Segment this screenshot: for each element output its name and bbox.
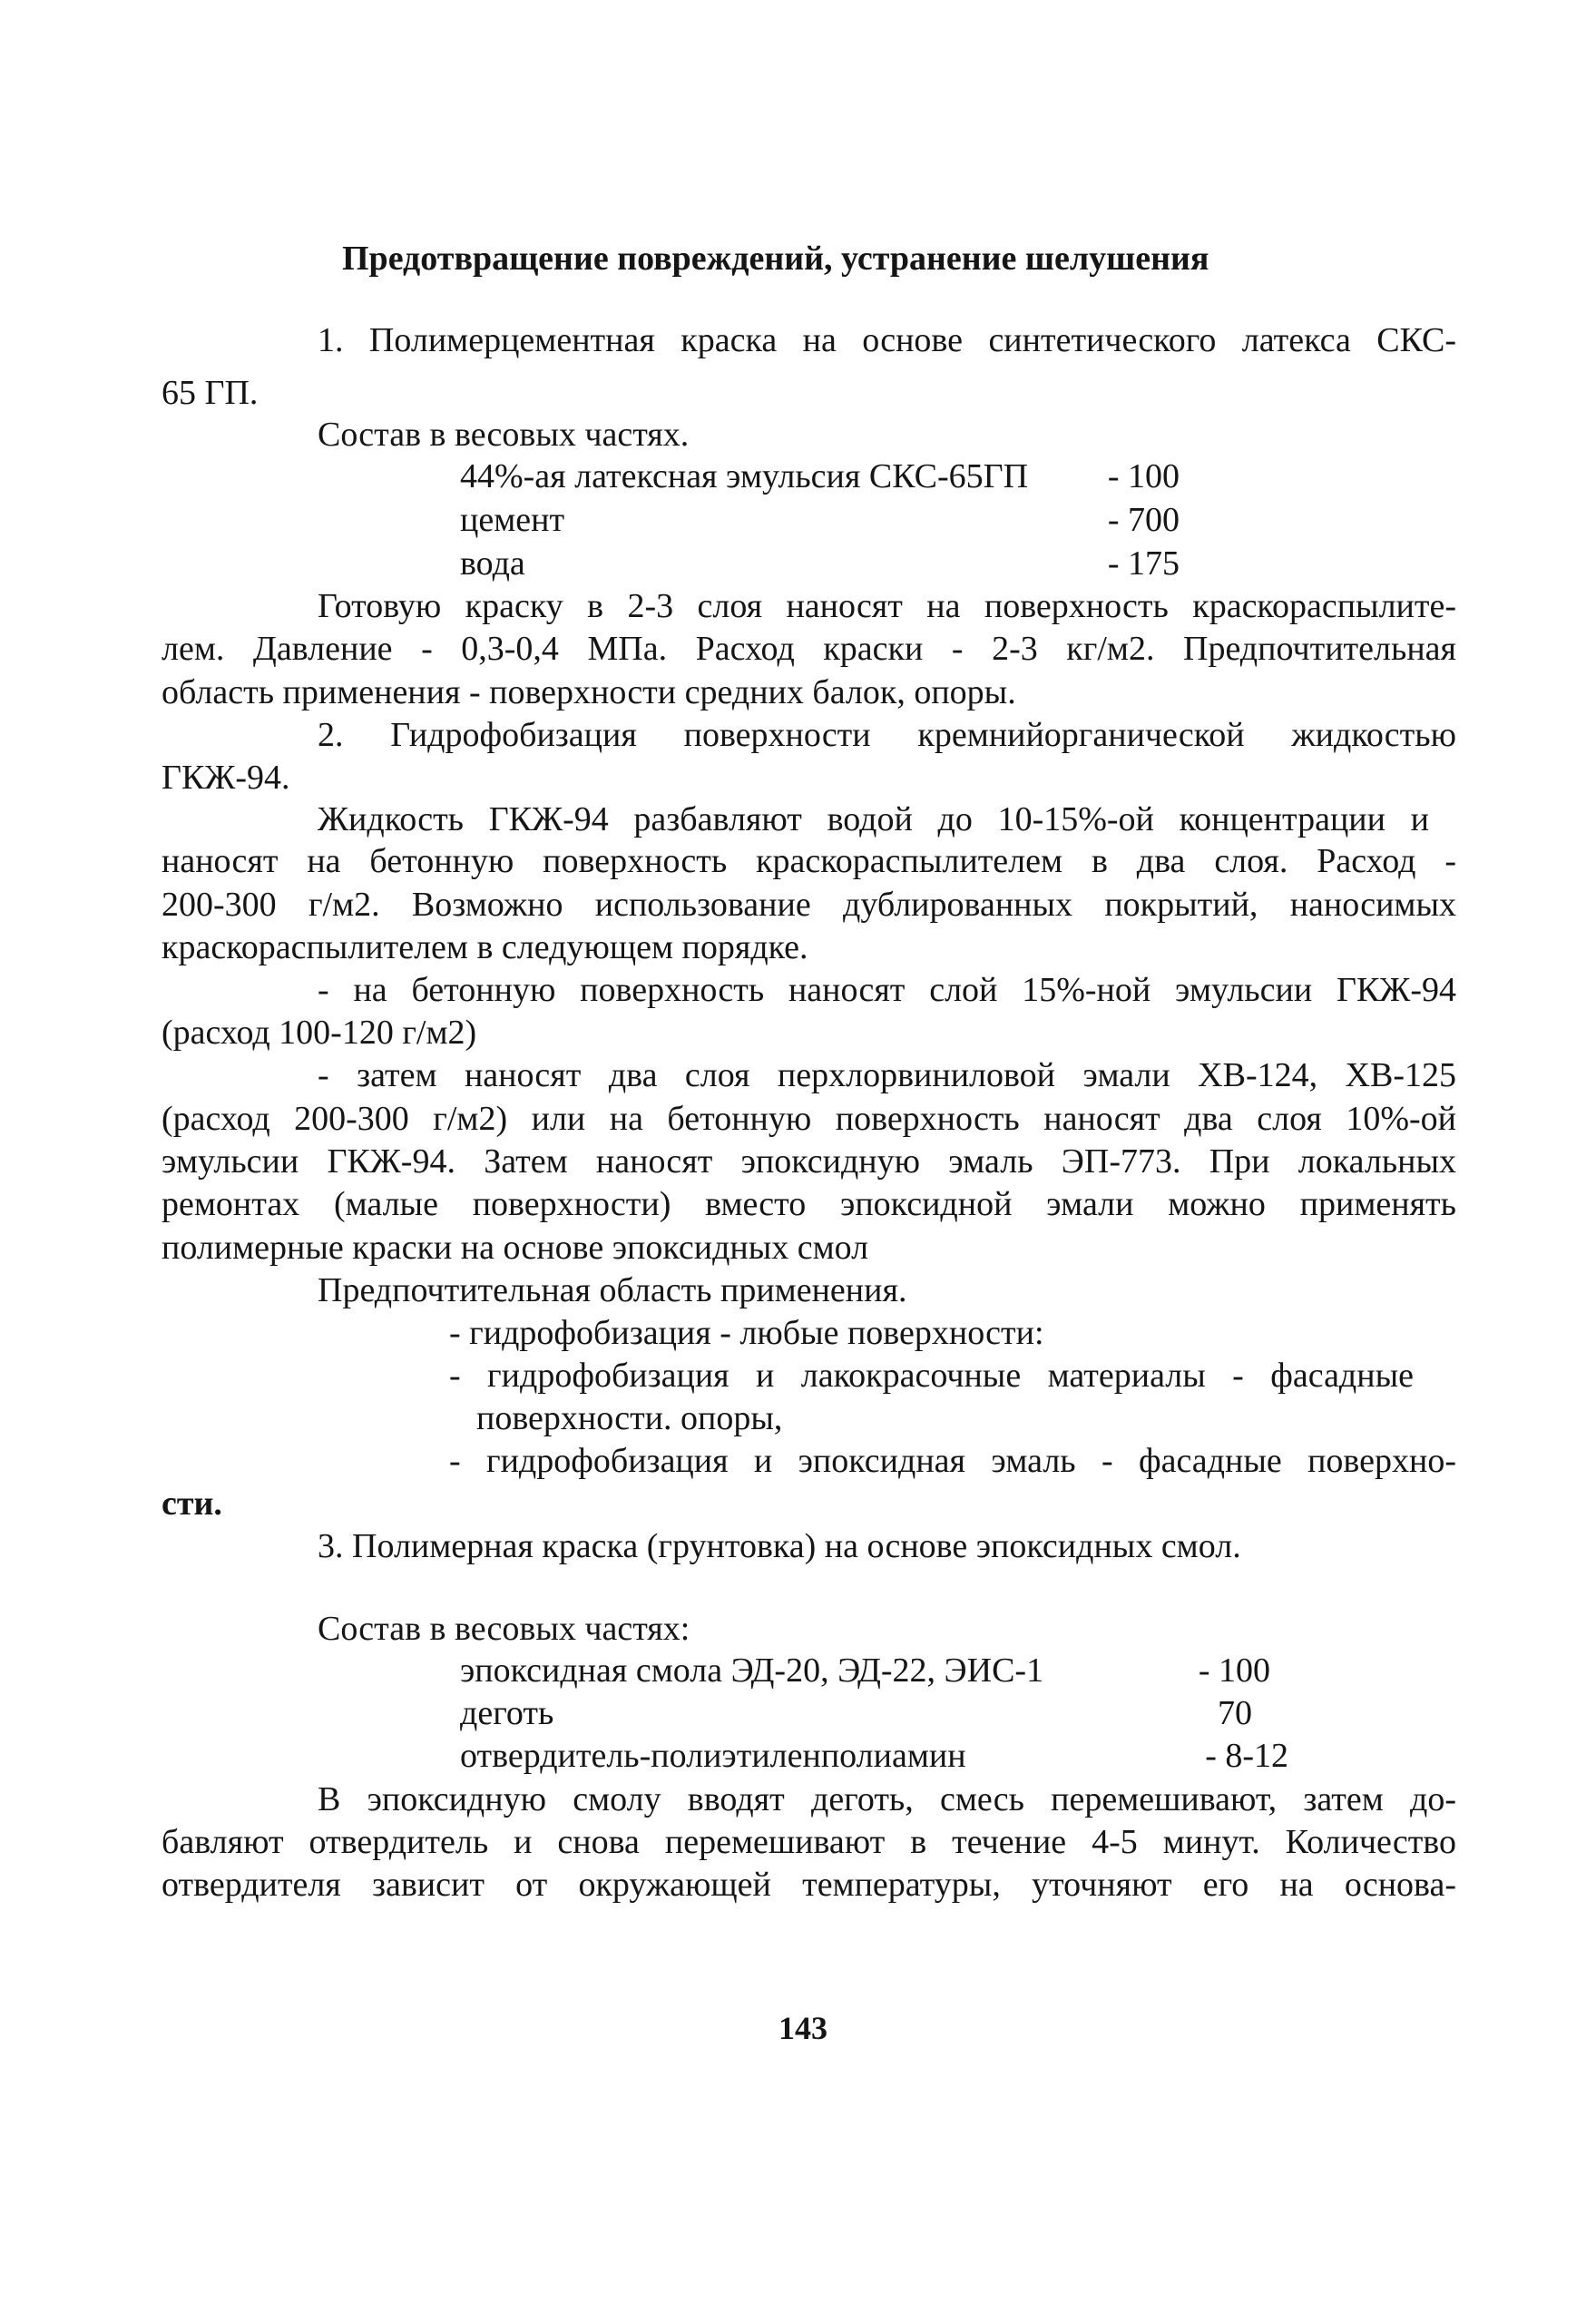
ingredient-amount: - 100	[1107, 457, 1180, 495]
paragraph-line: В эпоксидную смолу вводят деготь, смесь перемешивают, затем до-	[318, 1780, 1456, 1818]
application-item: поверхности. опоры,	[476, 1399, 783, 1437]
ingredient-name: вода	[460, 544, 525, 583]
page-number: 143	[778, 2010, 827, 2046]
ingredient-amount: 70	[1218, 1694, 1252, 1732]
ingredient-amount: - 175	[1107, 544, 1180, 583]
section2-heading-line2: ГКЖ-94.	[162, 759, 290, 797]
section3-heading: 3. Полимерная краска (грунтовка) на основе эпоксидных смол.	[318, 1527, 1241, 1565]
application-item: - гидрофобизация и эпоксидная эмаль - фасадные поверхно-	[449, 1442, 1456, 1480]
section1-heading-line2: 65 ГП.	[162, 374, 259, 412]
application-label: Предпочтительная область применения.	[318, 1271, 907, 1309]
section3-composition-label: Состав в весовых частях:	[318, 1610, 690, 1648]
paragraph-line: Готовую краску в 2-3 слоя наносят на поверхность краскораспылите-	[318, 587, 1456, 625]
paragraph-line: наносят на бетонную поверхность краскораспылителем в два слоя. Расход -	[162, 842, 1456, 880]
step-line: (расход 200-300 г/м2) или на бетонную поверхность наносят два слоя 10%-ой	[162, 1100, 1456, 1138]
section1-composition-label: Состав в весовых частях.	[318, 416, 690, 454]
ingredient-name: деготь	[460, 1694, 554, 1732]
ingredient-name: эпоксидная смола ЭД-20, ЭД-22, ЭИС-1	[460, 1651, 1044, 1690]
ingredient-amount: - 700	[1107, 501, 1180, 539]
application-item: сти.	[162, 1485, 222, 1523]
paragraph-line: бавляют отвердитель и снова перемешивают в течение 4-5 минут. Количество	[162, 1823, 1456, 1861]
paragraph-line: 200-300 г/м2. Возможно использование дублированных покрытий, наносимых	[162, 886, 1456, 924]
application-item: - гидрофобизация - любые поверхности:	[449, 1314, 1044, 1352]
step-line: - затем наносят два слоя перхлорвиниловой эмали ХВ-124, ХВ-125	[318, 1056, 1456, 1094]
ingredient-amount: - 8-12	[1205, 1737, 1288, 1775]
application-item: - гидрофобизация и лакокрасочные материалы - фасадные	[449, 1357, 1414, 1395]
section1-heading-line1: 1. Полимерцементная краска на основе синтетического латекса СКС-	[318, 321, 1456, 359]
step-line: ремонтах (малые поверхности) вместо эпоксидной эмали можно применять	[162, 1185, 1456, 1223]
paragraph-line: лем. Давление - 0,3-0,4 МПа. Расход краски - 2-3 кг/м2. Предпочтительная	[162, 630, 1456, 668]
ingredient-name: отвердитель-полиэтиленполиамин	[460, 1737, 966, 1775]
paragraph-line: отвердителя зависит от окружающей температуры, уточняют его на основа-	[162, 1866, 1456, 1904]
section2-heading-line1: 2. Гидрофобизация поверхности кремнийорганической жидкостью	[318, 716, 1456, 754]
ingredient-name: цемент	[460, 501, 565, 539]
page-title: Предотвращение повреждений, устранение шелушения	[342, 240, 1209, 278]
step-line: эмульсии ГКЖ-94. Затем наносят эпоксидную эмаль ЭП-773. При локальных	[162, 1142, 1456, 1181]
ingredient-name: 44%-ая латексная эмульсия СКС-65ГП	[460, 457, 1029, 495]
step-line: (расход 100-120 г/м2)	[162, 1014, 477, 1052]
ingredient-amount: - 100	[1198, 1651, 1270, 1690]
paragraph-line: краскораспылителем в следующем порядке.	[162, 928, 808, 966]
paragraph-line: Жидкость ГКЖ-94 разбавляют водой до 10-15%-ой концентрации и	[318, 800, 1429, 838]
step-line: - на бетонную поверхность наносят слой 15%-ной эмульсии ГКЖ-94	[318, 971, 1456, 1009]
paragraph-line: область применения - поверхности средних балок, опоры.	[162, 673, 1016, 711]
step-line: полимерные краски на основе эпоксидных смол	[162, 1229, 869, 1267]
